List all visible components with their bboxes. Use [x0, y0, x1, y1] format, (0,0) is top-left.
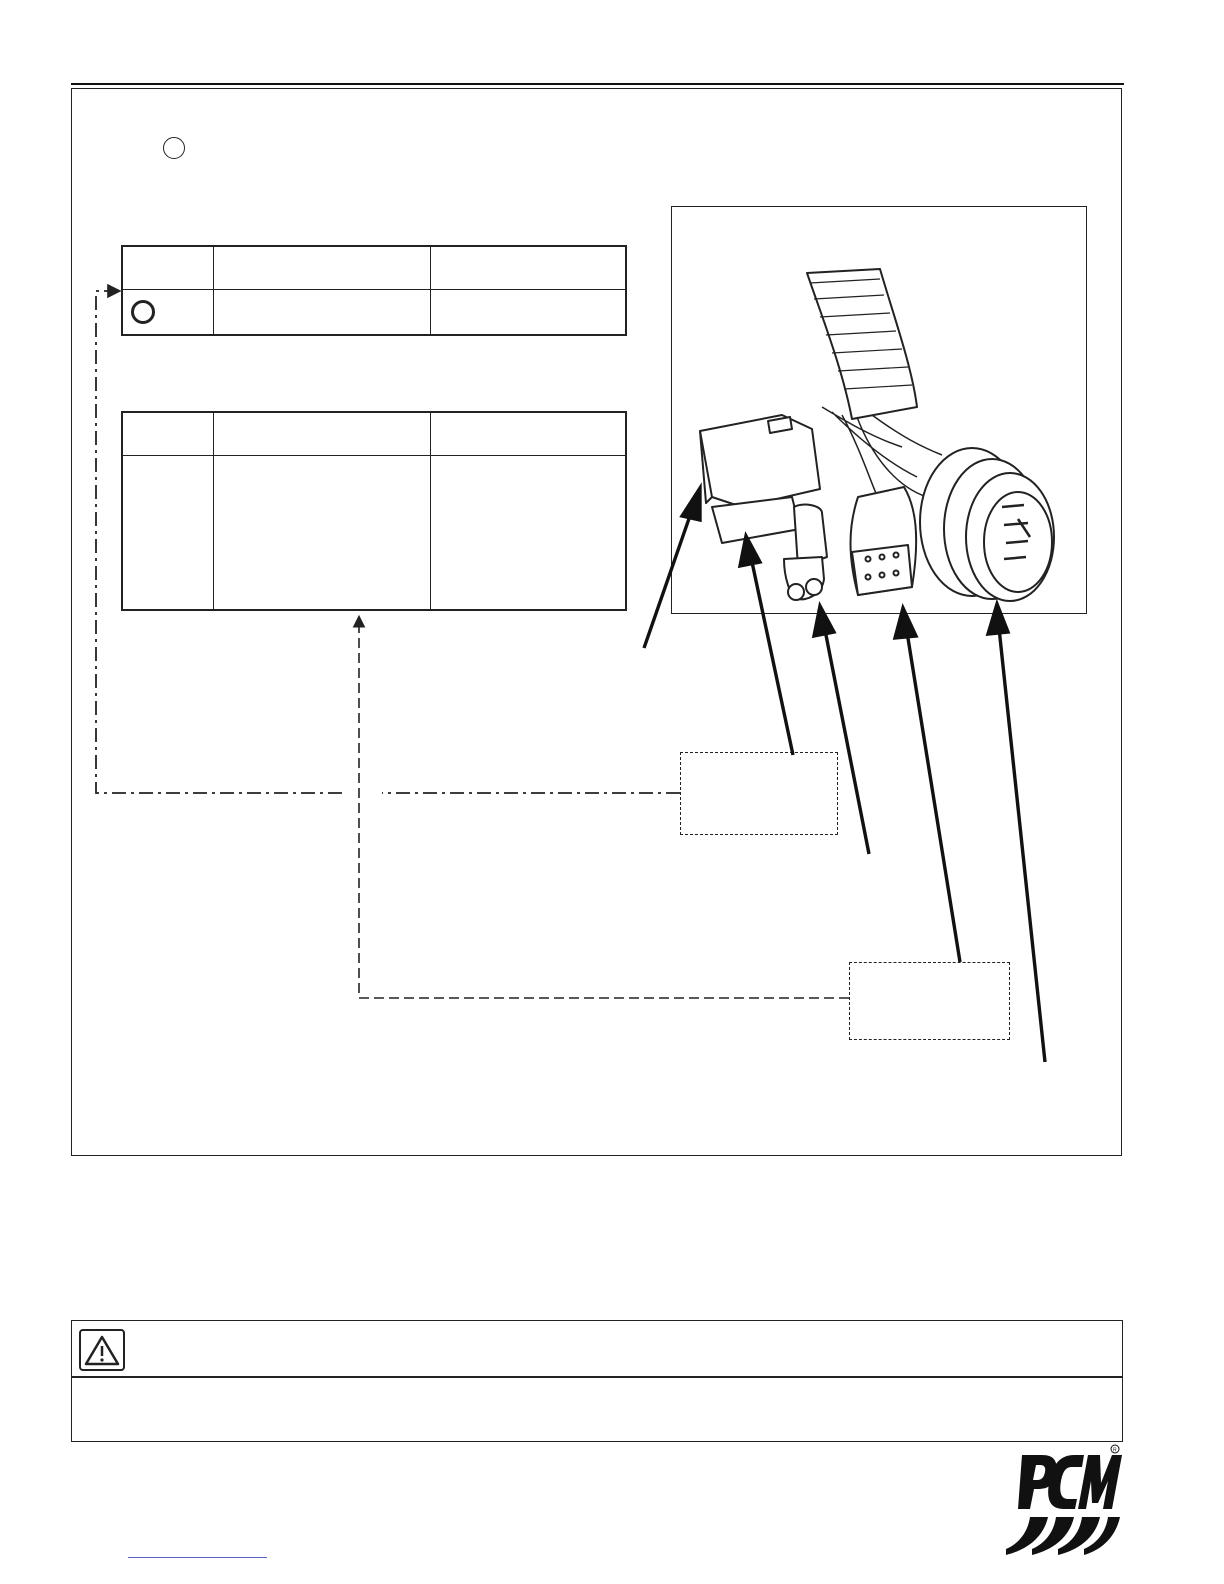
warning-triangle-icon	[79, 1329, 125, 1371]
table-2-header-cell	[122, 412, 214, 456]
reference-circle	[163, 137, 185, 159]
footer-link-underline[interactable]	[128, 1557, 267, 1558]
pcm-logo	[1000, 1443, 1122, 1561]
warning-separator	[71, 1376, 1123, 1378]
warning-panel	[71, 1320, 1123, 1442]
connector-table-2	[121, 411, 627, 611]
table-1-header-cell	[431, 246, 627, 290]
table-1-cell	[122, 290, 214, 336]
table-1-cell	[431, 290, 627, 336]
table-1-header-cell	[122, 246, 214, 290]
harness-illustration	[671, 206, 1087, 614]
callout-box-2	[849, 962, 1010, 1040]
table-1-header-cell	[214, 246, 431, 290]
connector-table-1	[121, 245, 627, 336]
callout-box-1	[680, 752, 838, 835]
table-2-cell	[431, 456, 627, 611]
svg-text:R: R	[1113, 1447, 1117, 1454]
table-1-cell	[214, 290, 431, 336]
table-2-cell	[122, 456, 214, 611]
table-2-header-cell	[214, 412, 431, 456]
circle-marker-icon	[131, 300, 155, 324]
table-2-cell	[214, 456, 431, 611]
table-2-header-cell	[431, 412, 627, 456]
header-rule	[71, 83, 1124, 85]
wiring-harness-icon	[672, 207, 1087, 614]
